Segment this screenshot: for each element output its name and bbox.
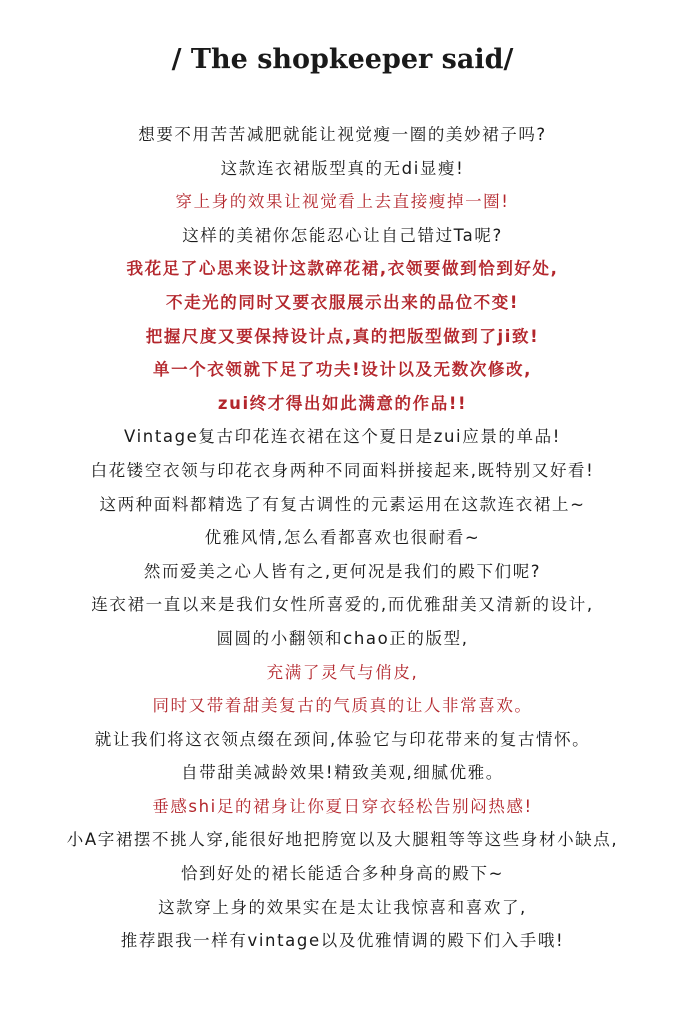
description-line: 这款穿上身的效果实在是太让我惊喜和喜欢了,: [158, 897, 527, 917]
page-title: / The shopkeeper said/: [171, 44, 514, 75]
description-line: 穿上身的效果让视觉看上去直接瘦掉一圈!: [175, 192, 510, 212]
description-line: 就让我们将这衣领点缀在颈间,体验它与印花带来的复古情怀。: [94, 729, 591, 749]
description-line: 想要不用苦苦减肥就能让视觉瘦一圈的美妙裙子吗?: [138, 125, 547, 144]
description-line: 不走光的同时又要衣服展示出来的品位不变!: [165, 292, 520, 312]
description-line: 白花镂空衣领与印花衣身两种不同面料拼接起来,既特别又好看!: [90, 460, 595, 480]
description-line: 优雅风情,怎么看都喜欢也很耐看~: [204, 528, 481, 548]
description-line: 自带甜美减龄效果!精致美观,细腻优雅。: [181, 763, 504, 783]
description-line: 把握尺度又要保持设计点,真的把版型做到了ji致!: [145, 326, 540, 346]
description-line: zui终才得出如此满意的作品!!: [217, 393, 468, 413]
description-line: 我花足了心思来设计这款碎花裙,衣领要做到恰到好处,: [126, 259, 559, 279]
description-line: 这样的美裙你怎能忍心让自己错过Ta呢?: [182, 225, 503, 245]
description-line: 单一个衣领就下足了功夫!设计以及无数次修改,: [153, 360, 532, 380]
description-line: Vintage复古印花连衣裙在这个夏日是zui应景的单品!: [124, 427, 561, 447]
description-line: 连衣裙一直以来是我们女性所喜爱的,而优雅甜美又清新的设计,: [91, 595, 594, 615]
description-line: 小A字裙摆不挑人穿,能很好地把胯宽以及大腿粗等等这些身材小缺点,: [66, 830, 619, 850]
description-line: 充满了灵气与俏皮,: [266, 662, 419, 682]
description-line: 同时又带着甜美复古的气质真的让人非常喜欢。: [152, 696, 533, 716]
description-line: 圆圆的小翻领和chao正的版型,: [216, 628, 469, 648]
description-line: 恰到好处的裙长能适合多种身高的殿下~: [180, 864, 505, 884]
description-line: 这两种面料都精选了有复古调性的元素运用在这款连衣裙上~: [99, 494, 586, 514]
description-line: 垂感shi足的裙身让你夏日穿衣轻松告别闷热感!: [152, 796, 533, 816]
description-line: 这款连衣裙版型真的无di显瘦!: [220, 158, 465, 178]
description-lines: [0, 118, 685, 958]
description-line: 然而爱美之心人皆有之,更何况是我们的殿下们呢?: [143, 561, 542, 581]
description-line: 推荐跟我一样有vintage以及优雅情调的殿下们入手哦!: [120, 931, 565, 951]
